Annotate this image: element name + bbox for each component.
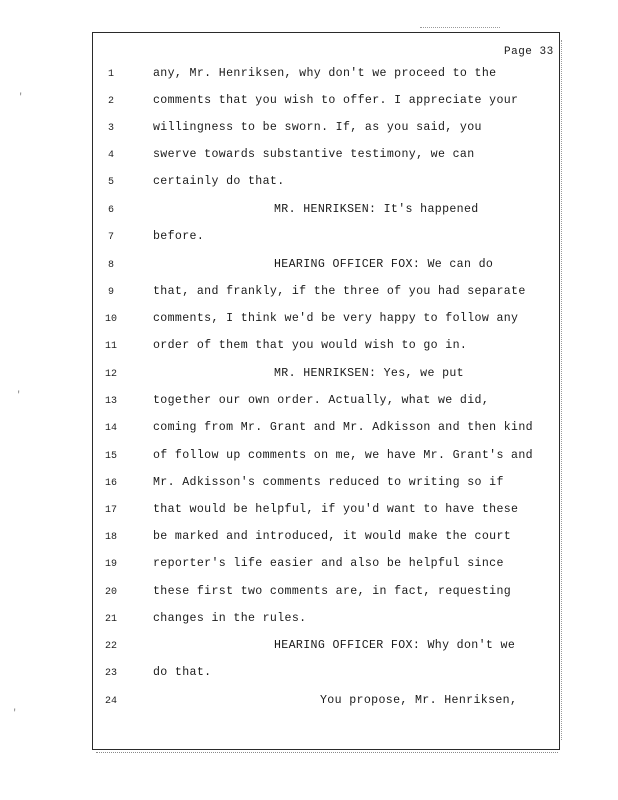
line-text: comments, I think we'd be very happy to follow any xyxy=(153,312,519,325)
line-text: You propose, Mr. Henriksen, xyxy=(320,694,518,707)
line-text: MR. HENRIKSEN: Yes, we put xyxy=(274,367,464,380)
line-number: 23 xyxy=(104,668,117,679)
left-margin-mark: ' xyxy=(16,390,22,400)
line-number: 13 xyxy=(104,396,117,407)
line-text: do that. xyxy=(153,666,212,679)
line-number: 10 xyxy=(104,314,117,325)
line-text: willingness to be sworn. If, as you said, you xyxy=(153,121,482,134)
line-text: that would be helpful, if you'd want to have these xyxy=(153,503,519,516)
left-margin-mark: ' xyxy=(12,708,18,718)
line-text: MR. HENRIKSEN: It's happened xyxy=(274,203,479,216)
line-number: 8 xyxy=(107,260,114,271)
line-number: 24 xyxy=(104,696,117,707)
line-text: HEARING OFFICER FOX: Why don't we xyxy=(274,639,516,652)
line-text: any, Mr. Henriksen, why don't we proceed to the xyxy=(153,67,497,80)
line-number: 9 xyxy=(107,287,114,298)
line-text: of follow up comments on me, we have Mr. Grant's and xyxy=(153,449,533,462)
line-text: swerve towards substantive testimony, we can xyxy=(153,148,475,161)
line-text: comments that you wish to offer. I appreciate your xyxy=(153,94,519,107)
line-text: these first two comments are, in fact, requesting xyxy=(153,585,512,598)
line-number: 14 xyxy=(104,423,117,434)
line-text: together our own order. Actually, what we did, xyxy=(153,394,490,407)
line-text: that, and frankly, if the three of you had separate xyxy=(153,285,526,298)
line-number: 6 xyxy=(107,205,114,216)
line-number: 18 xyxy=(104,532,117,543)
left-margin-mark: ' xyxy=(18,92,24,102)
line-number: 16 xyxy=(104,478,117,489)
line-number: 11 xyxy=(104,341,117,352)
line-number: 22 xyxy=(104,641,117,652)
line-number: 17 xyxy=(104,505,117,516)
line-number: 12 xyxy=(104,369,117,380)
line-text: HEARING OFFICER FOX: We can do xyxy=(274,258,494,271)
line-text: before. xyxy=(153,230,205,243)
line-text: reporter's life easier and also be helpful since xyxy=(153,557,504,570)
line-number: 2 xyxy=(107,96,114,107)
line-text: certainly do that. xyxy=(153,175,285,188)
line-number: 19 xyxy=(104,559,117,570)
line-text: changes in the rules. xyxy=(153,612,307,625)
top-scan-dots xyxy=(420,27,500,29)
line-number: 7 xyxy=(107,232,114,243)
line-number: 4 xyxy=(107,150,114,161)
right-margin-dots xyxy=(561,40,564,740)
bottom-margin-dots xyxy=(96,752,558,754)
line-number: 3 xyxy=(107,123,114,134)
line-number: 21 xyxy=(104,614,117,625)
line-number: 15 xyxy=(104,451,117,462)
line-text: order of them that you would wish to go in. xyxy=(153,339,468,352)
line-text: coming from Mr. Grant and Mr. Adkisson and then kind xyxy=(153,421,533,434)
page-number: Page 33 xyxy=(504,46,554,58)
line-text: Mr. Adkisson's comments reduced to writing so if xyxy=(153,476,504,489)
line-number: 1 xyxy=(107,69,114,80)
line-number: 5 xyxy=(107,177,114,188)
line-number: 20 xyxy=(104,587,117,598)
line-text: be marked and introduced, it would make the court xyxy=(153,530,512,543)
